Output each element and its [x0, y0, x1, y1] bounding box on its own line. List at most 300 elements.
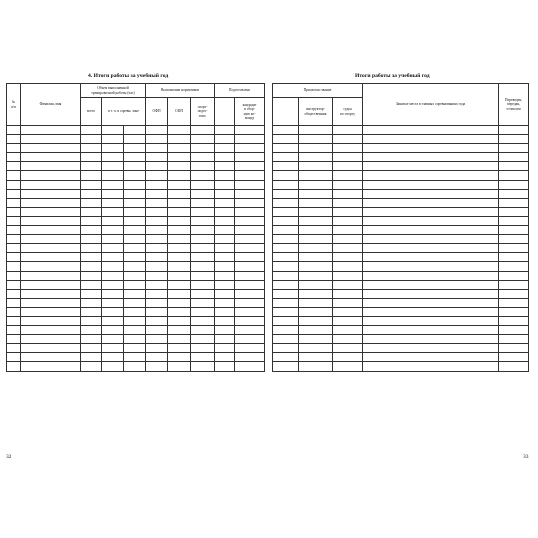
table-cell [215, 280, 235, 289]
table-cell [299, 162, 333, 171]
header-prepared: Подготовлено [215, 84, 265, 98]
table-cell [363, 307, 499, 316]
table-row [273, 316, 529, 325]
table-cell [333, 153, 363, 162]
table-row [7, 135, 265, 144]
table-cell [7, 180, 21, 189]
table-cell [21, 316, 81, 325]
table-cell [363, 244, 499, 253]
table-cell [273, 353, 299, 362]
table-cell [333, 162, 363, 171]
table-cell [168, 135, 191, 144]
table-cell [102, 289, 124, 298]
table-cell [499, 289, 529, 298]
table-cell [146, 262, 168, 271]
table-cell [21, 207, 81, 216]
table-cell [235, 253, 265, 262]
table-cell [124, 189, 146, 198]
table-cell [21, 353, 81, 362]
table-cell [102, 207, 124, 216]
table-cell [7, 244, 21, 253]
header-instructor: инструктор- общественник [299, 98, 333, 126]
table-cell [299, 316, 333, 325]
table-cell [7, 144, 21, 153]
table-cell [102, 171, 124, 180]
table-cell [146, 226, 168, 235]
table-cell [273, 362, 299, 371]
table-cell [215, 135, 235, 144]
table-cell [273, 153, 299, 162]
table-cell [21, 253, 81, 262]
header-candidates: кандидат в сбор- ную ко- манду [235, 98, 265, 126]
table-cell [333, 289, 363, 298]
table-cell [273, 271, 299, 280]
table-cell [146, 335, 168, 344]
table-row [273, 353, 529, 362]
header-places: Занятые места в главных соревнованиях года [363, 84, 499, 126]
table-row [273, 162, 529, 171]
header-awarded-empty [273, 98, 299, 126]
table-cell [299, 226, 333, 235]
table-cell [499, 335, 529, 344]
table-cell [215, 344, 235, 353]
table-cell [333, 235, 363, 244]
table-cell [7, 126, 21, 135]
table-cell [102, 344, 124, 353]
table-cell [21, 180, 81, 189]
table-cell [333, 362, 363, 371]
table-cell [273, 335, 299, 344]
table-row [273, 298, 529, 307]
table-cell [168, 189, 191, 198]
table-cell [333, 344, 363, 353]
table-cell [168, 335, 191, 344]
table-cell [235, 362, 265, 371]
table-cell [235, 271, 265, 280]
table-cell [235, 126, 265, 135]
table-cell [7, 198, 21, 207]
table-cell [7, 280, 21, 289]
table-cell [333, 298, 363, 307]
table-cell [363, 262, 499, 271]
table-cell [215, 298, 235, 307]
table-cell [499, 135, 529, 144]
table-cell [7, 335, 21, 344]
header-sport: спорт- подго- товл. [191, 98, 215, 126]
table-cell [215, 262, 235, 271]
table-cell [235, 207, 265, 216]
table-cell [273, 344, 299, 353]
table-cell [215, 207, 235, 216]
table-cell [191, 298, 215, 307]
header-num: № п/п [7, 84, 21, 126]
table-cell [124, 353, 146, 362]
header-volume: Объем выполненной тренировочной работы (час) [81, 84, 146, 98]
table-row [273, 326, 529, 335]
table-cell [363, 226, 499, 235]
table-cell [215, 316, 235, 325]
table-row [273, 244, 529, 253]
table-cell [21, 271, 81, 280]
table-cell [146, 280, 168, 289]
table-cell [333, 207, 363, 216]
table-cell [499, 307, 529, 316]
table-row [7, 344, 265, 353]
table-cell [168, 198, 191, 207]
table-cell [7, 207, 21, 216]
table-cell [363, 353, 499, 362]
table-cell [124, 144, 146, 153]
table-cell [21, 126, 81, 135]
table-cell [21, 244, 81, 253]
table-cell [168, 353, 191, 362]
table-cell [215, 226, 235, 235]
table-cell [102, 362, 124, 371]
header-sfp: СФП [168, 98, 191, 126]
table-cell [7, 162, 21, 171]
table-cell [363, 289, 499, 298]
table-cell [499, 235, 529, 244]
table-cell [7, 171, 21, 180]
table-cell [215, 253, 235, 262]
table-cell [124, 307, 146, 316]
table-cell [7, 289, 21, 298]
table-cell [235, 280, 265, 289]
table-cell [168, 244, 191, 253]
table-cell [299, 126, 333, 135]
table-cell [499, 189, 529, 198]
table-cell [299, 153, 333, 162]
table-row [273, 153, 529, 162]
table-cell [81, 235, 102, 244]
table-row [7, 289, 265, 298]
table-cell [102, 271, 124, 280]
table-cell [499, 362, 529, 371]
table-cell [273, 280, 299, 289]
right-table-body [273, 126, 529, 372]
table-cell [215, 189, 235, 198]
table-cell [299, 353, 333, 362]
table-row [7, 298, 265, 307]
table-cell [273, 226, 299, 235]
table-cell [299, 198, 333, 207]
table-cell [102, 307, 124, 316]
table-cell [363, 171, 499, 180]
table-cell [273, 289, 299, 298]
table-cell [21, 226, 81, 235]
table-cell [299, 235, 333, 244]
table-cell [363, 335, 499, 344]
table-cell [273, 262, 299, 271]
table-cell [102, 262, 124, 271]
table-cell [235, 153, 265, 162]
table-cell [333, 189, 363, 198]
table-cell [124, 171, 146, 180]
table-cell [124, 153, 146, 162]
table-cell [146, 253, 168, 262]
table-cell [191, 344, 215, 353]
table-cell [333, 180, 363, 189]
table-cell [81, 144, 102, 153]
table-cell [333, 262, 363, 271]
table-cell [299, 335, 333, 344]
table-cell [191, 235, 215, 244]
table-cell [191, 189, 215, 198]
table-cell [363, 180, 499, 189]
table-cell [499, 280, 529, 289]
table-row [7, 189, 265, 198]
table-cell [299, 289, 333, 298]
table-cell [102, 153, 124, 162]
table-cell [215, 153, 235, 162]
table-cell [168, 126, 191, 135]
table-cell [499, 198, 529, 207]
table-cell [124, 298, 146, 307]
table-row [273, 144, 529, 153]
table-cell [299, 271, 333, 280]
table-cell [215, 144, 235, 153]
table-cell [81, 298, 102, 307]
table-row [7, 153, 265, 162]
table-cell [81, 326, 102, 335]
table-cell [168, 289, 191, 298]
table-row [7, 353, 265, 362]
table-cell [168, 316, 191, 325]
table-cell [299, 244, 333, 253]
table-cell [102, 244, 124, 253]
table-cell [299, 362, 333, 371]
table-cell [191, 289, 215, 298]
table-cell [299, 171, 333, 180]
table-cell [363, 298, 499, 307]
table-cell [299, 298, 333, 307]
table-cell [81, 198, 102, 207]
table-cell [102, 253, 124, 262]
table-cell [124, 235, 146, 244]
right-page-number: 33 [523, 454, 529, 460]
table-row [7, 316, 265, 325]
table-cell [363, 316, 499, 325]
table-cell [499, 144, 529, 153]
table-cell [7, 353, 21, 362]
table-cell [191, 180, 215, 189]
table-cell [363, 135, 499, 144]
table-cell [299, 144, 333, 153]
table-cell [363, 189, 499, 198]
table-cell [215, 271, 235, 280]
table-cell [191, 316, 215, 325]
table-cell [333, 216, 363, 225]
table-cell [102, 126, 124, 135]
table-cell [299, 180, 333, 189]
table-cell [235, 226, 265, 235]
table-cell [124, 207, 146, 216]
table-cell [191, 144, 215, 153]
table-cell [7, 253, 21, 262]
table-cell [146, 362, 168, 371]
table-cell [499, 316, 529, 325]
table-cell [146, 144, 168, 153]
table-cell [215, 216, 235, 225]
table-cell [81, 307, 102, 316]
table-cell [215, 289, 235, 298]
table-cell [499, 171, 529, 180]
table-cell [363, 126, 499, 135]
table-cell [333, 126, 363, 135]
table-cell [215, 335, 235, 344]
table-cell [499, 126, 529, 135]
table-cell [81, 362, 102, 371]
table-cell [273, 244, 299, 253]
table-cell [273, 307, 299, 316]
table-cell [299, 262, 333, 271]
table-cell [146, 316, 168, 325]
table-cell [191, 244, 215, 253]
table-cell [235, 262, 265, 271]
table-cell [7, 235, 21, 244]
table-row [7, 216, 265, 225]
table-cell [21, 307, 81, 316]
table-row [7, 244, 265, 253]
table-cell [333, 198, 363, 207]
table-cell [81, 216, 102, 225]
table-cell [168, 171, 191, 180]
table-cell [81, 226, 102, 235]
table-cell [21, 362, 81, 371]
table-cell [235, 198, 265, 207]
table-cell [299, 344, 333, 353]
table-row [7, 280, 265, 289]
table-cell [146, 171, 168, 180]
table-cell [191, 226, 215, 235]
table-cell [191, 207, 215, 216]
table-cell [21, 298, 81, 307]
left-results-table [6, 83, 265, 372]
table-cell [191, 353, 215, 362]
table-cell [273, 326, 299, 335]
table-cell [124, 180, 146, 189]
table-cell [299, 280, 333, 289]
table-cell [333, 244, 363, 253]
table-cell [146, 153, 168, 162]
header-volume-zone: в т. ч. в соревн. зоне [102, 98, 146, 126]
table-cell [102, 335, 124, 344]
table-cell [363, 144, 499, 153]
table-row [7, 226, 265, 235]
table-cell [191, 362, 215, 371]
table-row [7, 198, 265, 207]
table-cell [168, 262, 191, 271]
table-row [273, 180, 529, 189]
table-cell [299, 207, 333, 216]
table-cell [299, 253, 333, 262]
table-cell [146, 126, 168, 135]
table-cell [81, 262, 102, 271]
table-row [273, 226, 529, 235]
header-judge: судья по спорту [333, 98, 363, 126]
table-cell [124, 271, 146, 280]
table-row [7, 262, 265, 271]
table-row [7, 207, 265, 216]
table-cell [273, 316, 299, 325]
table-cell [299, 307, 333, 316]
table-cell [102, 189, 124, 198]
table-cell [191, 162, 215, 171]
table-cell [21, 344, 81, 353]
table-cell [124, 362, 146, 371]
table-cell [499, 353, 529, 362]
table-cell [21, 153, 81, 162]
table-cell [124, 198, 146, 207]
table-cell [273, 198, 299, 207]
table-cell [168, 280, 191, 289]
table-cell [102, 353, 124, 362]
table-cell [191, 153, 215, 162]
table-cell [499, 271, 529, 280]
table-cell [235, 162, 265, 171]
table-cell [235, 171, 265, 180]
table-cell [499, 262, 529, 271]
table-cell [363, 162, 499, 171]
table-cell [102, 280, 124, 289]
table-row [273, 362, 529, 371]
table-row [7, 362, 265, 371]
table-cell [146, 326, 168, 335]
table-row [273, 198, 529, 207]
table-cell [499, 207, 529, 216]
table-cell [7, 153, 21, 162]
table-cell [124, 289, 146, 298]
table-cell [81, 271, 102, 280]
table-cell [191, 216, 215, 225]
table-cell [273, 207, 299, 216]
table-cell [7, 307, 21, 316]
table-cell [191, 126, 215, 135]
table-cell [235, 298, 265, 307]
table-cell [102, 180, 124, 189]
table-cell [499, 253, 529, 262]
table-cell [168, 162, 191, 171]
table-cell [191, 253, 215, 262]
table-cell [499, 180, 529, 189]
table-cell [499, 244, 529, 253]
table-cell [81, 126, 102, 135]
table-cell [102, 198, 124, 207]
table-cell [21, 144, 81, 153]
table-cell [191, 262, 215, 271]
table-cell [299, 135, 333, 144]
table-row [273, 253, 529, 262]
table-cell [168, 216, 191, 225]
table-cell [146, 344, 168, 353]
table-row [7, 335, 265, 344]
table-cell [273, 171, 299, 180]
table-row [7, 144, 265, 153]
table-cell [215, 307, 235, 316]
table-cell [273, 216, 299, 225]
header-empty [215, 98, 235, 126]
table-row [7, 180, 265, 189]
table-row [273, 189, 529, 198]
table-cell [168, 253, 191, 262]
table-cell [81, 344, 102, 353]
table-cell [146, 162, 168, 171]
table-cell [363, 326, 499, 335]
table-cell [191, 271, 215, 280]
table-row [273, 289, 529, 298]
table-cell [363, 216, 499, 225]
table-cell [102, 144, 124, 153]
